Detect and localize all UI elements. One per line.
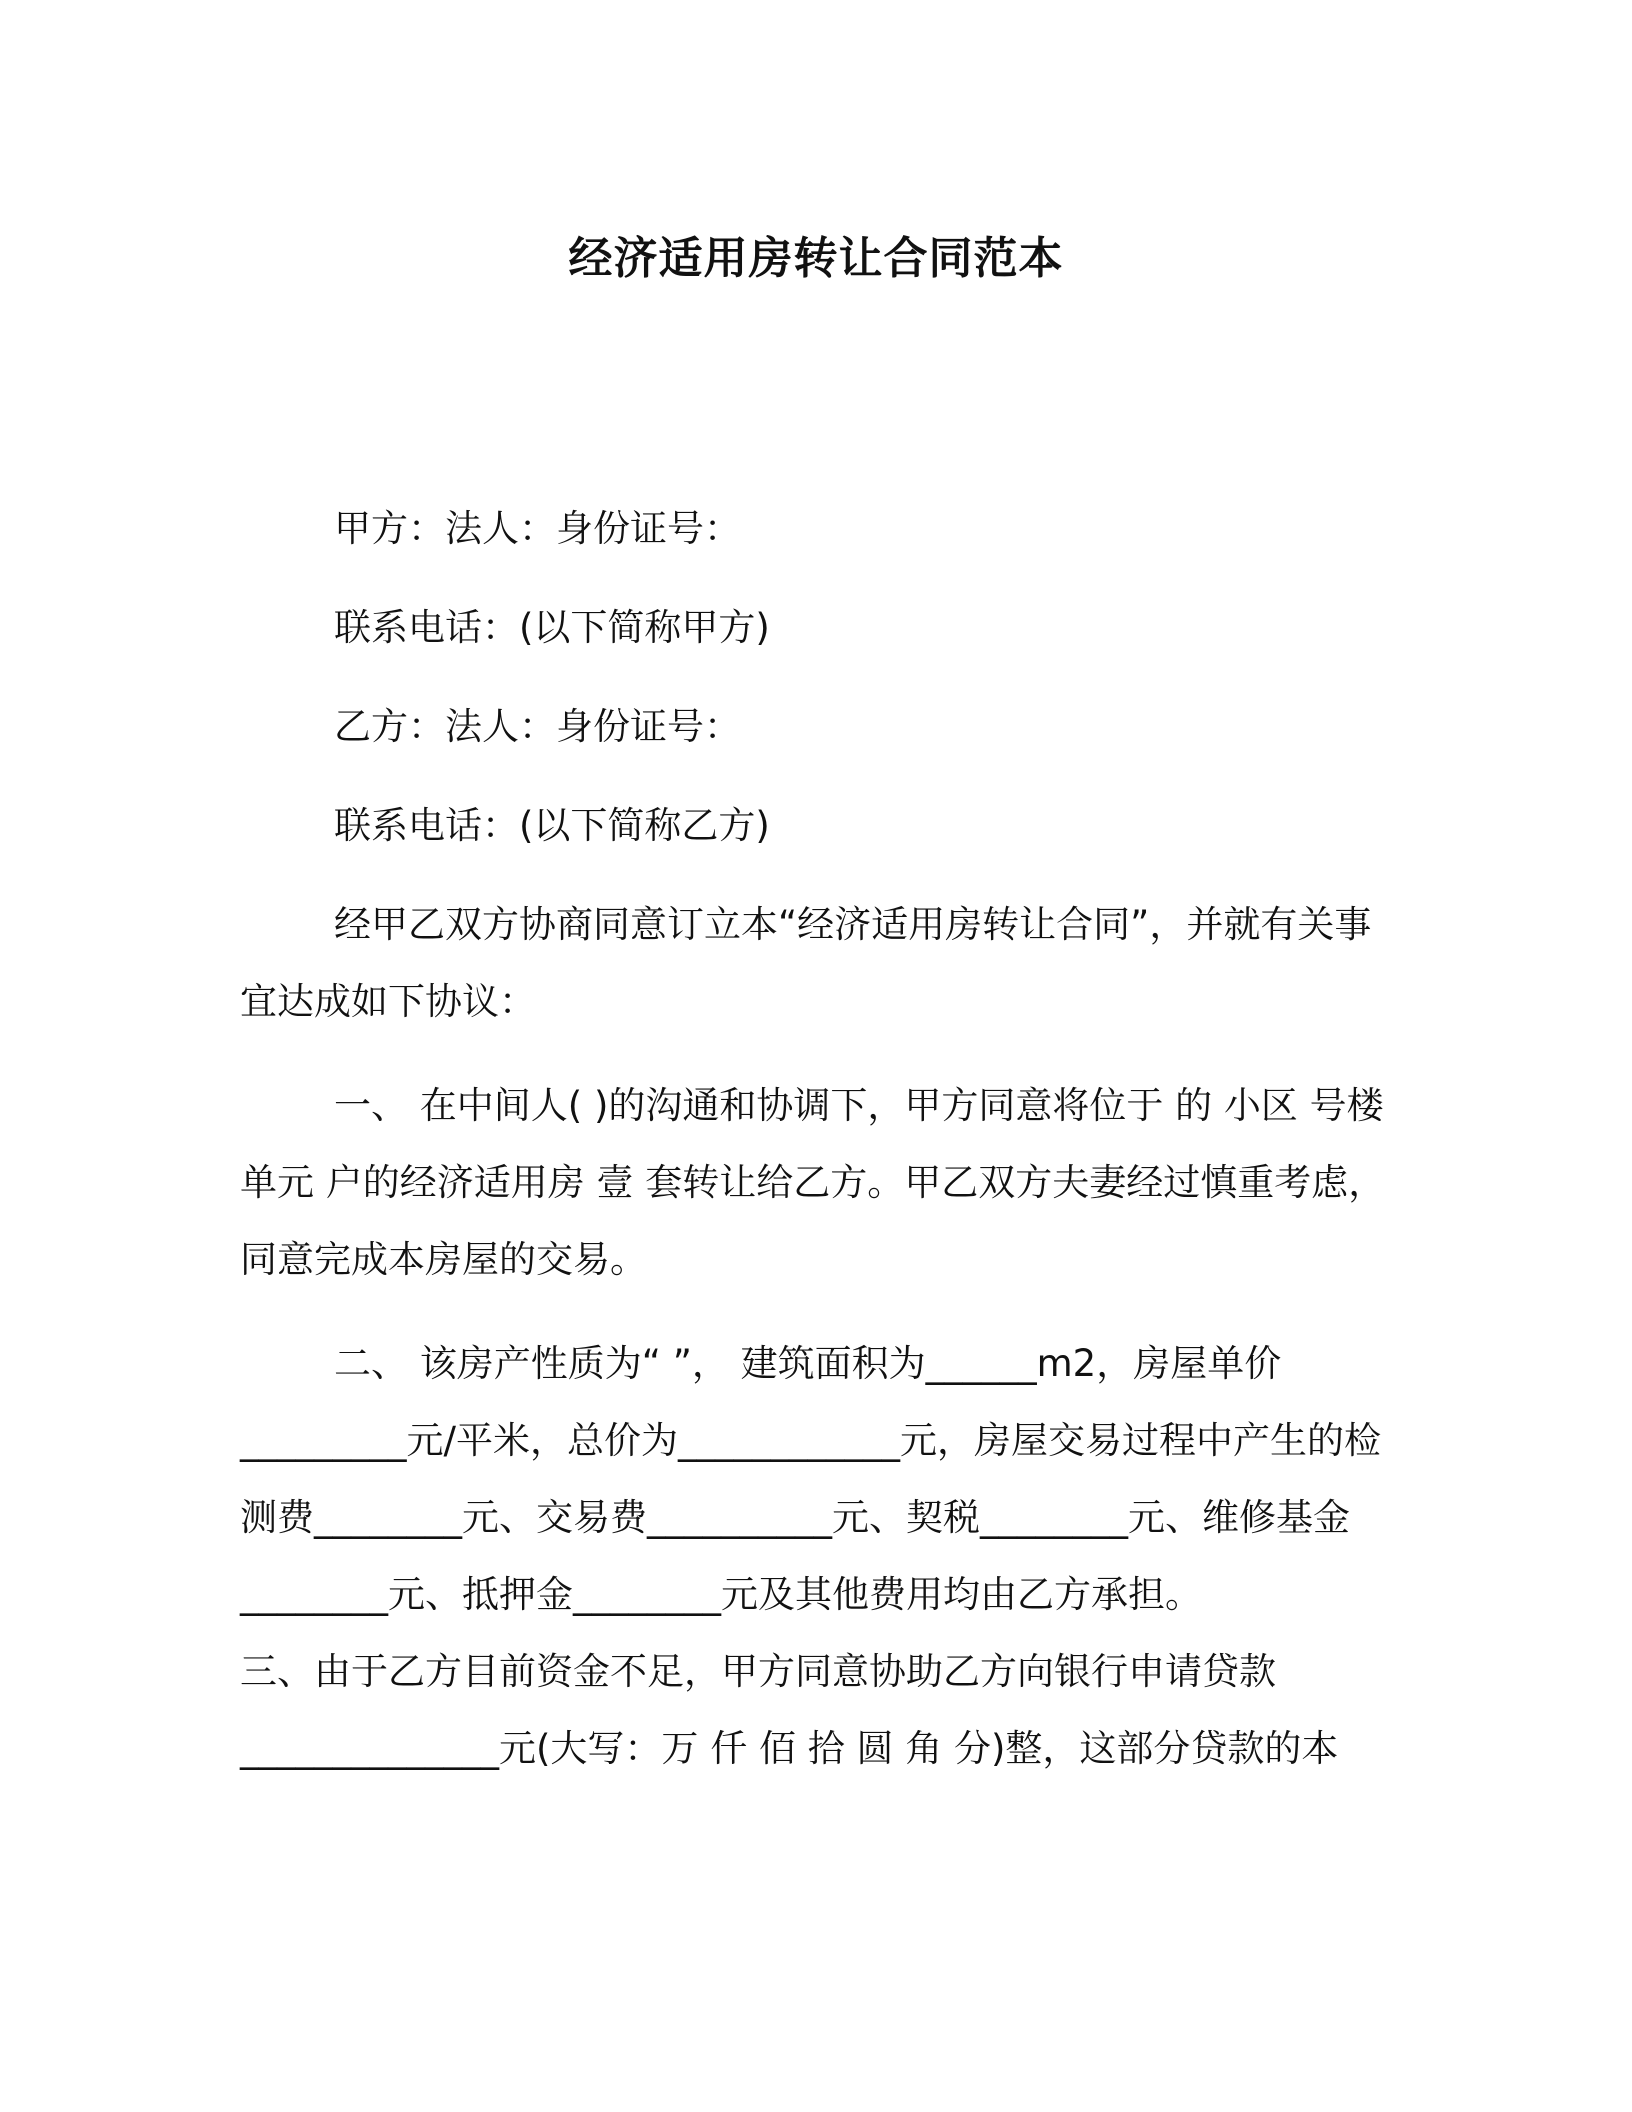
document-body bbox=[240, 490, 1400, 1787]
document-title: 经济适用房转让合同范本 bbox=[568, 233, 1064, 284]
clause-1: 一、 在中间人( )的沟通和协调下，甲方同意将位于 的 小区 号楼 单元 户的经济适用房 壹 套转让给乙方。甲乙双方夫妻经过慎重考虑，同意完成本房屋的交易。 bbox=[240, 1084, 1396, 1281]
intro-paragraph: 经甲乙双方协商同意订立本“经济适用房转让合同”，并就有关事宜达成如下协议： bbox=[240, 903, 1372, 1023]
clause-3: 三、由于乙方目前资金不足，甲方同意协助乙方向银行申请贷款______________元(大写：万 仟 佰 拾 圆 角 分)整，这部分贷款的本 bbox=[240, 1650, 1339, 1770]
party-a-contact: 联系电话：(以下简称甲方) bbox=[334, 606, 770, 649]
clause-2: 二、 该房产性质为“ ”， 建筑面积为______m2，房屋单价_________元/平米，总价为____________元，房屋交易过程中产生的检测费________元、交易费__________元、契税________元、维修基金________元、抵押金________元及其他费用均由乙方承担。 bbox=[240, 1342, 1381, 1616]
party-a-line: 甲方：法人：身份证号： bbox=[334, 507, 741, 550]
party-b-line: 乙方：法人：身份证号： bbox=[334, 705, 741, 748]
party-b-contact: 联系电话：(以下简称乙方) bbox=[334, 804, 770, 847]
